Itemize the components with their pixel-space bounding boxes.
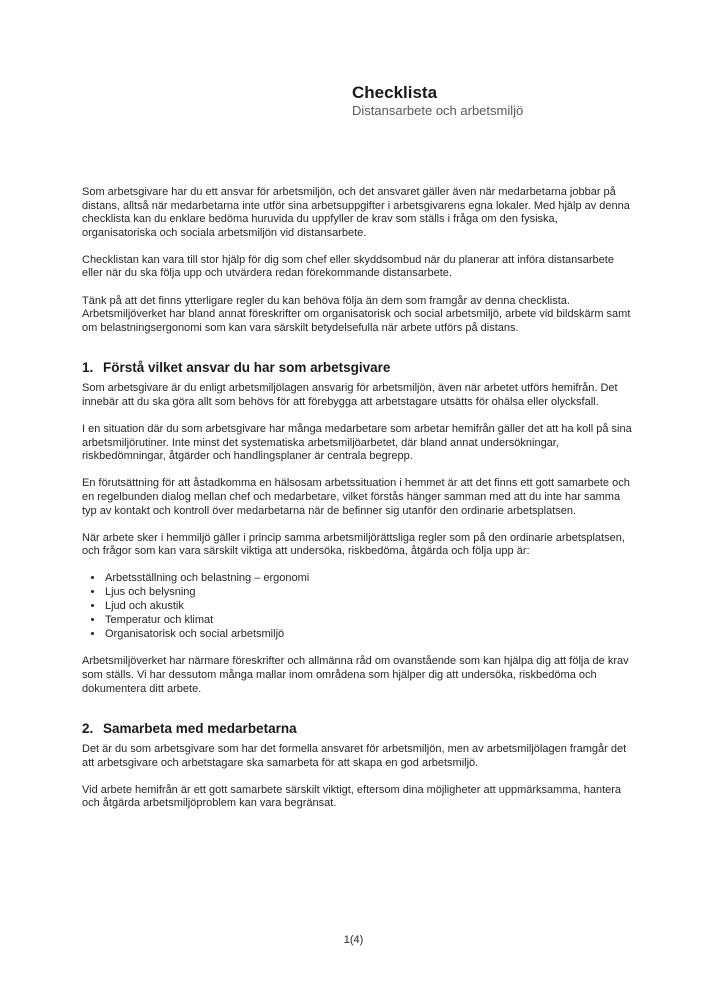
list-item: • Ljud och akustik: [104, 600, 634, 614]
page-number: 1(4): [343, 934, 364, 946]
section-paragraph: Det är du som arbetsgivare som har det formella ansvaret för arbetsmiljön, men av arbetsmiljölagen framgår det att arbetsgivare och arbetstagare ska samarbeta för att skapa en god arbetsmiljö.: [82, 743, 627, 769]
list-item: • Arbetsställning och belastning – ergonomi: [104, 572, 634, 586]
page-title: Checklista: [352, 83, 438, 102]
section-1-heading: [82, 359, 634, 376]
section-paragraph: Arbetsmiljöverket har närmare föreskrifter och allmänna råd om ovanstående som kan hjälpa dig att följa de krav som ställs. Vi har dessutom många mallar inom områdena som hjälper dig att undersöka, riskbedöma och dokumentera ditt arbete.: [82, 655, 629, 695]
section-paragraph: När arbete sker i hemmiljö gäller i princip samma arbetsmiljörättsliga regler som på den ordinarie arbetsplatsen, och frågor som kan vara särskilt viktiga att undersöka, riskbedöma, åtgärda och följa upp är:: [82, 531, 625, 558]
section-heading-text: Samarbeta med medarbetarna: [103, 721, 297, 737]
section-heading-text: Förstå vilket ansvar du har som arbetsgivare: [103, 360, 391, 376]
section-paragraph: Vid arbete hemifrån är ett gott samarbete särskilt viktigt, eftersom dina möjligheter att uppmärksamma, hantera och åtgärda arbetsmiljöproblem kan vara begränsat.: [82, 783, 622, 810]
section-paragraph: En förutsättning för att åstadkomma en hälsosam arbetssituation i hemmet är att det finns ett gott samarbete och en regelbunden dialog mellan chef och medarbetare, vilket förstås hänger samman med att du inte har samma typ av kontakt och kontroll över medarbetarna när de befinner sig utanför den ordinarie arbetsplatsen.: [82, 477, 630, 517]
intro-paragraph: Checklistan kan vara till stor hjälp för dig som chef eller skyddsombud när du planerar att införa distansarbete eller när du ska följa upp och utvärdera redan förekommande distansarbete.: [82, 253, 614, 280]
list-item: • Organisatorisk och social arbetsmiljö: [104, 628, 634, 642]
list-item: • Ljus och belysning: [104, 586, 634, 600]
list-item: • Temperatur och klimat: [104, 614, 634, 628]
intro-paragraph: Tänk på att det finns ytterligare regler du kan behöva följa än dem som framgår av denna checklista. Arbetsmiljöverket har bland annat föreskrifter om organisatorisk och social arbetsmiljö, arbete vid bildskärm samt om belastningsergonomi som kan vara särskilt betydelsefulla när arbete utförs på distans.: [82, 294, 631, 334]
section-2-heading: [82, 720, 634, 737]
page-subtitle: Distansarbete och arbetsmiljö: [352, 103, 524, 118]
focus-areas-list: [82, 572, 634, 642]
intro-paragraph: Som arbetsgivare har du ett ansvar för arbetsmiljön, och det ansvaret gäller även när medarbetarna jobbar på distans, alltså när medarbetarna inte utför sina arbetsuppgifter i arbetsgivarens egna lokaler. Med hjälp av denna checklista kan du enklare bedöma huruvida du uppfyller de krav som ställs i fråga om den fysiska, organisatoriska och sociala arbetsmiljön vid distansarbete.: [82, 186, 630, 239]
title-block: [352, 83, 523, 119]
section-paragraph: Som arbetsgivare är du enligt arbetsmiljölagen ansvarig för arbetsmiljön, även när arbetet utförs hemifrån. Det innebär att du ska göra allt som behövs för att förebygga att arbetstagare utsätts för ohälsa eller olycksfall.: [82, 382, 618, 408]
section-number: 1.: [82, 360, 94, 376]
section-paragraph: I en situation där du som arbetsgivare har många medarbetare som arbetar hemifrån gäller det att ha koll på sina arbetsmiljörutiner. Inte minst det systematiska arbetsmiljöarbetet, där bland annat undersökningar, riskbedömningar, åtgärder och handlingsplaner är centrala begrepp.: [82, 423, 632, 463]
document-body: [82, 186, 634, 824]
section-number: 2.: [82, 721, 94, 737]
